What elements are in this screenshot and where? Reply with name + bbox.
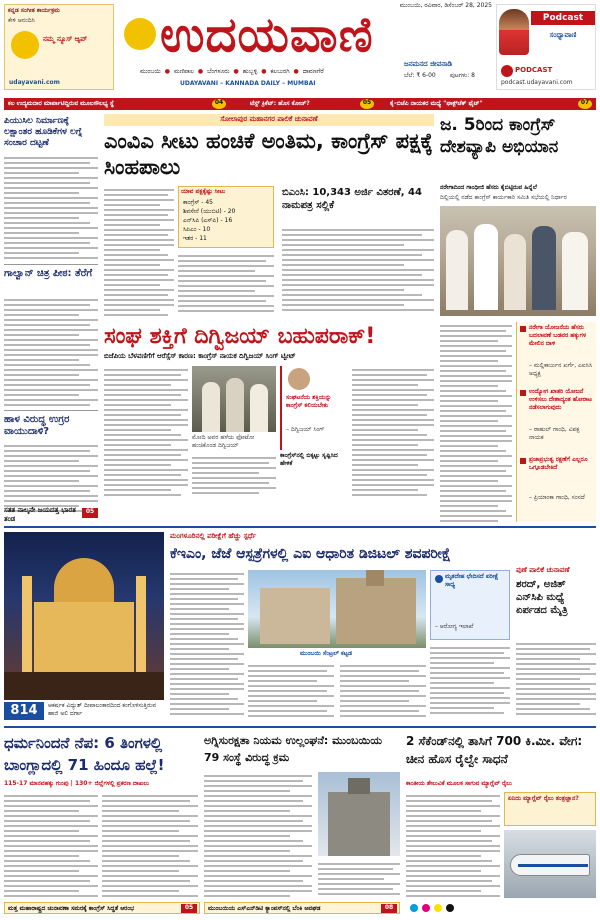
building-tower <box>348 778 370 794</box>
podcast-promo[interactable] <box>496 4 596 90</box>
rss-headline[interactable]: ಸಂಘ ಶಕ್ತಿಗೆ ದಿಗ್ವಿಜಯ್ ಬಹುಪರಾಕ್! <box>104 324 376 349</box>
seat-share-box <box>178 186 274 248</box>
quote-bullet-icon <box>520 458 526 464</box>
quote-2-by: – ರಾಹುಲ್ ಗಾಂಧಿ, ವಿಪಕ್ಷ ನಾಯಕ <box>529 426 580 441</box>
temple-minaret <box>136 576 146 672</box>
masthead-left-promo[interactable] <box>4 4 114 90</box>
person-figure <box>532 226 556 310</box>
congress-photo <box>440 206 596 316</box>
bottom-strip-2[interactable] <box>204 902 400 914</box>
temple-count: 814 <box>4 702 44 720</box>
person-figure <box>562 232 588 310</box>
left-story-1-headline[interactable]: ಪಿಯುಸಿಲ ನಿರ್ಮಾಣಕ್ಕೆ ಲಕ್ಷಾಂತರ ಹೂಡಿಕೆಗಳ ಲಗ್ನೆ ಸಂಚಾರ ದಟ್ಟಣೆ <box>4 116 83 148</box>
divider <box>4 410 98 411</box>
quote-3-by: – ಪ್ರಿಯಾಂಕಾ ಗಾಂಧಿ, ಸಂಸದೆ <box>529 494 585 501</box>
left-story-1-body <box>4 154 98 260</box>
lead-body-col-1 <box>104 186 174 316</box>
section-divider <box>4 726 596 728</box>
strip-1-page: 05 <box>181 904 197 913</box>
building-tower <box>366 570 384 586</box>
quote-bullet-icon <box>520 326 526 332</box>
ticker-page-1: 04 <box>212 99 226 109</box>
rss-quote-text: ಸಂಘಟನೆಯ ಶಕ್ತಿಯನ್ನು ಕಾಂಗ್ರೆಸ್ ಕಲಿಯಬೇಕು <box>286 394 332 409</box>
building-block <box>328 792 390 856</box>
fire-body-2 <box>318 860 400 898</box>
temple-minaret <box>22 576 32 672</box>
bangladesh-headline[interactable]: ಧರ್ಮನಿಂದನೆ ನೆಪ: 6 ತಿಂಗಳಲ್ಲಿ ಬಾಂಗ್ಲಾದಲ್ಲಿ 71 ಹಿಂದೂ ಹಲ್ಲೆ! <box>4 734 165 774</box>
lead-headline[interactable]: ಎಂವಿಎ ಸೀಟು ಹಂಚಿಕೆ ಅಂತಿಮ, ಕಾಂಗ್ರೆಸ್ ಪಕ್ಷಕ್ಕೆ ಸಿಂಹಪಾಲು <box>104 129 433 179</box>
hospital-body-col-2 <box>248 662 334 720</box>
person-figure <box>474 224 498 310</box>
price: ಬೆಲೆ: ₹ 6-00 <box>404 72 436 79</box>
author-avatar <box>288 368 310 390</box>
lead-body-col-2 <box>178 252 274 316</box>
person-figure <box>202 382 220 432</box>
date-line: ಮುಂಬಯಿ, ರವಿವಾರ, ಡಿಸೆಂಬರ್ 28, 2025 <box>399 2 492 9</box>
left-story-3-body <box>4 442 98 514</box>
rss-photo <box>192 366 276 432</box>
left-story-2-body <box>4 296 98 406</box>
podcast-logo-icon <box>501 65 513 77</box>
rss-quote-by: – ದಿಗ್ವಿಜಯ್ ಸಿಂಗ್ <box>286 426 325 433</box>
hospital-body-col-3 <box>340 662 426 720</box>
congress-body <box>440 322 512 522</box>
hospital-body-col-1 <box>170 570 244 720</box>
quote-1-by: – ಮಲ್ಲಿಕಾರ್ಜುನ ಖರ್ಗೆ, ಎಐಸಿಸಿ ಅಧ್ಯಕ್ಷ <box>529 362 593 377</box>
hospital-box-by: – ಆರೋಗ್ಯ ಇಲಾಖೆ <box>435 623 474 630</box>
edition-1: ಮುಂಬಯಿ <box>140 68 161 75</box>
crowd <box>4 672 164 700</box>
hospital-photo <box>248 570 426 648</box>
train-subhead: ಕಾಂತೀಯ ತೇಲುವಿಕೆ ಮೂಲಕ ಸಾಗುವ ಮ್ಯಾಗ್ಲೆವ್ ರೈಲು <box>406 780 512 787</box>
edition-sep: ● <box>293 68 299 75</box>
ncp-body <box>516 640 596 720</box>
person-figure <box>446 230 468 310</box>
reg-dot <box>446 904 454 912</box>
app-logo-icon <box>11 31 39 59</box>
edition-sep: ● <box>197 68 204 75</box>
edition-5: ಕಲಬುರಗಿ <box>270 68 290 75</box>
temple-photo <box>4 532 164 700</box>
left-story-2-headline[interactable]: ಗಾಲ್ವಾನ್ ಚಿತ್ರ ಪೀಠ: ತೆರೆಗೆ <box>4 268 93 279</box>
edition-3: ಬೆಂಗಳೂರು <box>207 68 230 75</box>
reg-dot <box>422 904 430 912</box>
editions-strip <box>140 66 400 78</box>
podcast-logo: PODCAST <box>515 66 553 74</box>
podcast-subtitle: ಸಂಧ್ಯಾವಾಣಿ <box>549 31 577 39</box>
left-story-3-headline[interactable]: ಹಾಳ ವಿರುದ್ಧ ಉಗ್ರರ ವಾಯುದಾಳಿ? <box>4 414 70 437</box>
temple-dome <box>54 558 114 602</box>
bmc-side-headline[interactable]: ಬಿಎಂಸಿ: 10,343 ಅರ್ಜಿ ವಿತರಣೆ, 44 ನಾಮಪತ್ರ ಸಲ್ಲಿಕೆ <box>282 186 434 226</box>
quotes-panel <box>516 322 596 522</box>
temple-caption: ಆಕರ್ಷಕ ವಿದ್ಯುತ್ ದೀಪಾಲಂಕಾರದಿಂದ ಕಂಗೊಳಿಸುತ್ತಿರುವ ಹಾಜಿ ಅಲಿ ದರ್ಗಾ <box>48 702 157 717</box>
info-icon <box>435 575 443 583</box>
rss-note: ಕಾಂಗ್ರೆಸ್‌ನಲ್ಲಿ ಬಿಕ್ಕಟ್ಟು ಸೃಷ್ಟಿಸಿದ ಹೇಳಿಕೆ <box>280 452 338 467</box>
seat-item-3: ಎನ್‌ಸಿಪಿ (ಎಸ್‌ಪಿ) - 16 <box>183 217 233 224</box>
hospital-info-box <box>430 570 510 640</box>
ticker-item-2[interactable]: ಟೆಸ್ಟ್ ಕ್ರಿಕೆಟ್: ಹೊಸ ಕೋಚ್? <box>250 100 310 107</box>
hospital-photo-label: ಮುಂಬಯಿ ಸೆಂಟ್ರಲ್ ಕಟ್ಟಡ <box>300 650 352 657</box>
podcast-host-avatar <box>499 9 529 55</box>
ticker-page-3: 07 <box>578 99 592 109</box>
edition-4: ಹುಬ್ಬಳ್ಳಿ <box>242 68 258 75</box>
podcast-title: Podcast <box>531 11 595 25</box>
hospital-kicker: ಮಂಗಳೂರಿನಲ್ಲಿ ಪರೀಕ್ಷೆಗೆ ಹೆಚ್ಚು ಸ್ಪರ್ಧೆ <box>170 532 257 540</box>
bmc-side-body <box>282 226 434 316</box>
seat-item-2: ಶಿವಸೇನೆ (ಯುಬಿಟಿ) - 20 <box>183 208 236 215</box>
seat-item-4: ಸಿಪಿಎಂ - 10 <box>183 226 211 233</box>
train-headline[interactable]: 2 ಸೆಕೆಂಡ್‌ನಲ್ಲಿ ತಾಸಿಗೆ 700 ಕಿ.ಮೀ. ವೇಗ: ಚೀನ ಹೊಸ ರೈಲ್ವೇ ಸಾಧನೆ <box>406 734 583 766</box>
ticker-page-2: 05 <box>360 99 374 109</box>
strip-2-page: 08 <box>381 904 397 913</box>
rss-body-col-3 <box>352 366 434 496</box>
building-block <box>336 578 416 644</box>
seat-item-1: ಕಾಂಗ್ರೆಸ್ - 45 <box>183 199 213 206</box>
section-divider <box>4 526 596 528</box>
bottom-strip-1[interactable] <box>4 902 200 914</box>
person-figure <box>504 234 526 310</box>
train-stripe <box>518 864 588 867</box>
seat-item-5: ಇತರ - 11 <box>183 235 207 242</box>
congress-subhead: ನರೇಗಾದಿಂದ ಗಾಂಧೀಜಿ ಹೆಸರು ಕೈಬಿಟ್ಟಿರುವ ಹಿನ್ನೆಲೆ <box>440 184 537 191</box>
strip-1-text: ಮತ್ತ ಮಹಾರಾಷ್ಟ್ರದ ಚುನಾವಣಾ ಸಮರಕ್ಕೆ ಕಾಂಗ್ರೆಸ್ ಸಿದ್ಧತೆ ಆರಂಭ <box>8 905 135 912</box>
person-figure <box>250 384 268 432</box>
website-text[interactable]: udayavani.com <box>9 79 60 86</box>
left-story-4-page: 05 <box>82 508 98 518</box>
color-registration-strip <box>410 904 590 912</box>
rss-body-col-1 <box>104 366 188 496</box>
masthead-subtitle: UDAYAVANI – KANNADA DAILY – MUMBAI <box>180 80 316 87</box>
hospital-body-col-4 <box>430 644 510 720</box>
ticker-item-1[interactable]: ಕಲ ಉದ್ಯಮದಾರ ಮಾರ್ಪಾಟಿದ್ದಿರುವ ಮೂಲಸೌಲಭ್ಯ ಸ್ಥೆ <box>8 100 114 107</box>
congress-headline[interactable]: ಜ. 5ರಿಂದ ಕಾಂಗ್ರೆಸ್ ದೇಶವ್ಯಾಪಿ ಅಭಿಯಾನ <box>440 115 559 157</box>
pages-count: ಪುಟಗಳು: 8 <box>450 72 475 79</box>
ncp-headline[interactable]: ಶರದ್, ಅಜಿತ್ ಎನ್‌ಸಿಪಿ ಮಧ್ಯೆ ಏರ್ಪಡದ ಮೈತ್ರಿ <box>516 579 568 616</box>
person-figure <box>226 378 244 432</box>
train-box-text: ಏನಿದು ಮ್ಯಾಗ್ಲೆವ್ ರೈಲು ತಂತ್ರಜ್ಞಾನ? <box>508 795 579 802</box>
left-story-4-headline[interactable]: ಸತತ ನಾಲ್ಕನೇ ಜಯದತ್ತ ಭಾರತ ತಂಡ <box>4 506 76 523</box>
building-block <box>260 588 330 644</box>
strip-2-text: ಮುಂಬಯಿಯ ಎಸ್‌ಎನ್‌ಡಿಟಿ ಕ್ಯಾಂಪಸ್‌ನಲ್ಲಿ ಬೆಂಕಿ ಅವಘಡ <box>208 905 321 912</box>
masthead <box>0 0 600 96</box>
promo-line-1: ಕನ್ನಡ ಸಂಗೀತ ಕಾರ್ಯಕ್ರಮ <box>8 7 60 14</box>
logo-mark-icon <box>124 18 156 50</box>
train-info-box <box>504 792 596 826</box>
reg-dot <box>410 904 418 912</box>
train-photo <box>504 830 596 898</box>
quote-1-text: ನರೇಗಾ ಯೋಜನೆಯ ಹೆಸರು ಬದಲಾವಣೆ ಬಡವರ ಹಕ್ಕುಗಳ ಮೇಲಿನ ದಾಳಿ <box>529 324 587 347</box>
ticker-item-3[interactable]: ಕೈ-ಬಿಜೆಪಿ ನಾಯಕರ ಮಧ್ಯೆ "ಫಾಕ್ಟ್‌ಚೆಕ್ ಫೈಟ್" <box>390 100 483 107</box>
rss-subhead: ಬಿಜೆಪಿಯ ಬೆಳವಣಿಗೆಗೆ ಆರೆಸ್ಸೆಸ್ ಕಾರಣ: ಕಾಂಗ್ರೆಸ್ ನಾಯಕ ದಿಗ್ವಿಜಯ್ ಸಿಂಗ್ ಟ್ವೀಟ್ <box>104 352 296 360</box>
ncp-kicker: ಪುಣೆ ಪಾಲಿಕೆ ಚುನಾವಣೆ <box>516 566 570 574</box>
rss-photo-caption: ಮೋದಿ ಅವರ ಹಳೆಯ ಫೋಟೋ ಹಂಚಿಕೊಂಡ ದಿಗ್ವಿಜಯ್ <box>192 434 255 449</box>
rss-body-col-2 <box>192 454 276 498</box>
masthead-logo: ಉದಯವಾಣಿ <box>160 7 374 63</box>
bangladesh-subhead: 115-17 ಮಾನವಹಕ್ಕು ಗುಂಪು | 130+ ಜಿಲ್ಲೆಗಳಲ್ಲಿ ಪ್ರಕರಣ ದಾಖಲು <box>4 780 150 787</box>
train-body <box>406 792 500 898</box>
promo-line-2: ಕೇಳಿ ಆನಂದಿಸಿ <box>8 17 35 24</box>
tagline: ಜನಮನದ ಜೀವನಾಡಿ <box>404 60 453 68</box>
hospital-headline[interactable]: ಕೆಇಎಂ, ಜೆಜೆ ಆಸ್ಪತ್ರೆಗಳಲ್ಲಿ ಎಐ ಆಧಾರಿತ ಡಿಜಿಟಲ್ ಶವಪರೀಕ್ಷೆ <box>170 546 451 562</box>
edition-sep: ● <box>233 68 239 75</box>
edition-sep: ● <box>164 68 171 75</box>
quote-2-text: ಉದ್ಯೋಗ ಖಾತರಿ ಯೋಜನೆ ಉಳಿಸಲು ದೇಶಾದ್ಯಂತ ಹೋರಾಟ ನಡೆಸಲಾಗುವುದು <box>529 388 592 411</box>
fire-headline[interactable]: ಅಗ್ನಿಸುರಕ್ಷತಾ ನಿಯಮ ಉಲ್ಲಂಘನೆ: ಮುಂಬಯಿಯ 79 ಸಂಸ್ಥೆ ವಿರುದ್ಧ ಕ್ರಮ <box>204 734 383 764</box>
edition-sep: ● <box>261 68 267 75</box>
bangladesh-body-2 <box>102 792 198 898</box>
bangladesh-body-1 <box>4 792 98 898</box>
divider <box>4 264 98 265</box>
podcast-url[interactable]: podcast.udayavani.com <box>501 79 573 86</box>
quote-3-text: ಪ್ರಜಾಪ್ರಭುತ್ವ ರಕ್ಷಣೆಗೆ ಎಲ್ಲರೂ ಒಗ್ಗೂಡಬೇಕಿದೆ <box>529 456 588 471</box>
edition-6: ದಾವಣಗೆರೆ <box>302 68 324 75</box>
quote-bullet-icon <box>520 390 526 396</box>
congress-subhead-2: ದಿಲ್ಲಿಯಲ್ಲಿ ನಡೆದ ಕಾಂಗ್ರೆಸ್ ಕಾರ್ಯಕಾರಿ ಸಮಿತಿ ಸಭೆಯಲ್ಲಿ ನಿರ್ಧಾರ <box>440 194 567 201</box>
edition-2: ಮಣಿಪಾಲ <box>174 68 194 75</box>
lead-kicker: ಸೋಲಾಪುರ ಮಹಾನಗರ ಪಾಲಿಕೆ ಚುನಾವಣೆ <box>220 115 318 123</box>
app-badge: ನಮ್ಮ ನ್ಯೂಸ್ ಆ್ಯಪ್ <box>43 35 88 43</box>
seat-box-title: ಯಾವ ಪಕ್ಷಕ್ಕೆಷ್ಟು ಸೀಟು <box>181 188 226 195</box>
fire-building-photo <box>318 772 400 856</box>
reg-dot <box>434 904 442 912</box>
fire-body-1 <box>204 772 312 898</box>
hospital-box-text: ಮೃತದೇಹ ಛೇದಿಸದೆ ಪರೀಕ್ಷೆ ಸಾಧ್ಯ <box>445 573 499 588</box>
rss-quote-box <box>280 366 348 450</box>
temple-body <box>34 602 134 672</box>
left-column <box>4 114 98 522</box>
